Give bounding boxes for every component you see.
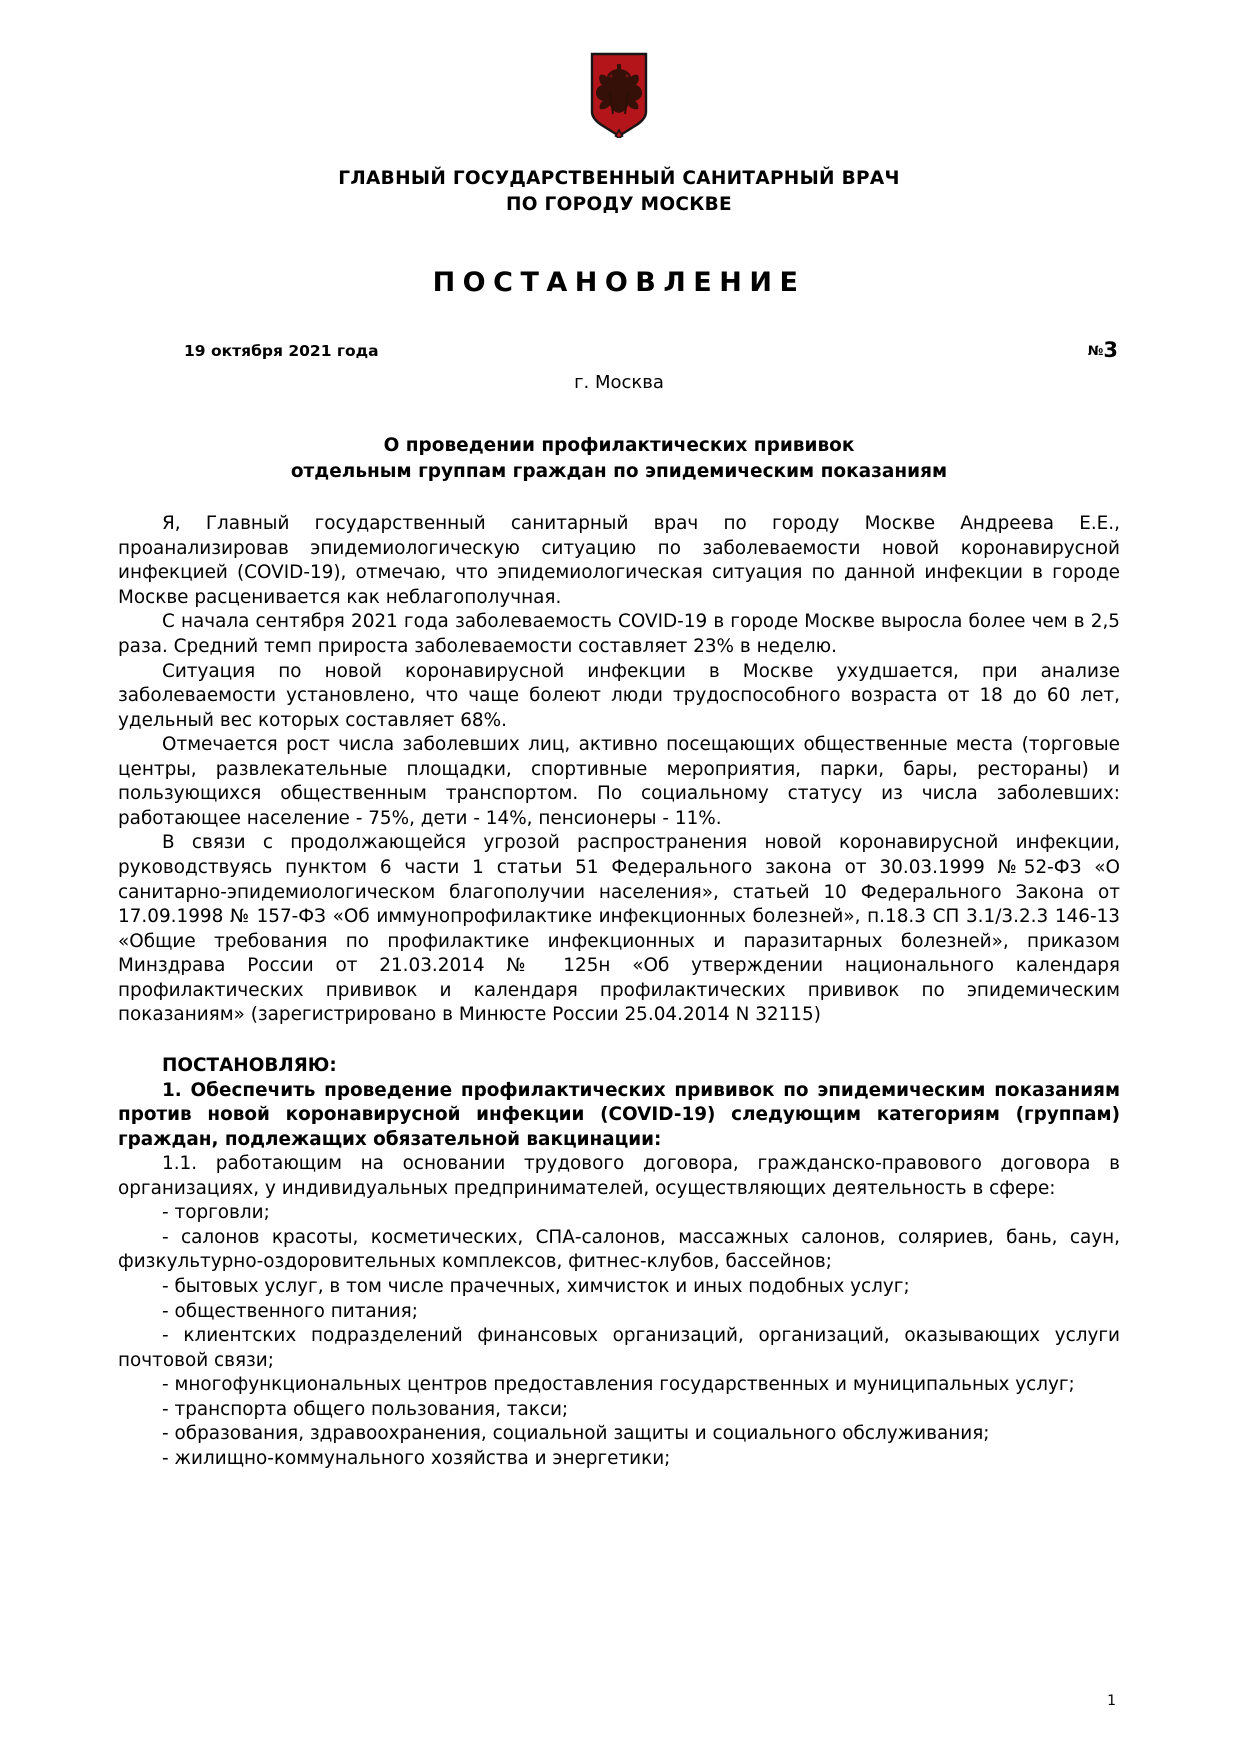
- body-paragraph: С начала сентября 2021 года заболеваемость COVID-19 в городе Москве выросла более чем в 2,5 раза. Средний темп прироста заболеваемости составляет 23% в неделю.: [118, 611, 1120, 657]
- body-paragraph: Отмечается рост числа заболевших лиц, активно посещающих общественные места (торговые центры, развлекательные площадки, спортивные мероприятия, парки, бары, рестораны) и пользующихся общественным транспортом. По социальному статусу из числа заболевших: работающее население - 75%, дети - 14%, пенсионеры - 11%.: [118, 734, 1120, 829]
- document-date: 19 октября 2021 года: [184, 341, 379, 360]
- organization-title: [118, 166, 1120, 219]
- page-number: 1: [1107, 1693, 1116, 1709]
- document-city: г. Москва: [574, 371, 664, 393]
- document-subject-line-2: отдельным группам граждан по эпидемическим показаниям: [290, 461, 948, 483]
- russian-coat-of-arms-icon: [588, 52, 650, 138]
- body-paragraph: В связи с продолжающейся угрозой распространения новой коронавирусной инфекции, руководствуясь пунктом 6 части 1 статьи 51 Федерального закона от 30.03.1999 №52-ФЗ «О санитарно-эпидемиологическом благополучии населения», статьей 10 Федерального Закона от 17.09.1998 № 157-ФЗ «Об иммунопрофилактике инфекционных болезней», п.18.3 СП 3.1/3.2.3 146-13 «Общие требования по профилактике инфекционных и паразитарных болезней», приказом Минздрава России от 21.03.2014 № 125н «Об утверждении национального календаря профилактических прививок и календаря профилактических прививок по эпидемическим показаниям» (зарегистрировано в Минюсте России 25.04.2014 N 32115): [118, 832, 1120, 1026]
- list-item: - салонов красоты, косметических, СПА-салонов, массажных салонов, соляриев, бань, саун, физкультурно-оздоровительных комплексов, фитнес-клубов, бассейнов;: [118, 1226, 1120, 1273]
- list-item: - бытовых услуг, в том числе прачечных, химчисток и иных подобных услуг;: [162, 1276, 910, 1298]
- list-item: - торговли;: [162, 1202, 270, 1224]
- resolve-heading: ПОСТАНОВЛЯЮ:: [162, 1054, 337, 1076]
- body-paragraph: Я, Главный государственный санитарный врач по городу Москве Андреева Е.Е., проанализировав эпидемиологическую ситуацию по заболеваемости новой коронавирусной инфекцией (COVID-19), отмечаю, что эпидемиологическая ситуация по данной инфекции в городе Москве расценивается как неблагополучная.: [118, 513, 1120, 608]
- resolve-item-1-1: 1.1. работающим на основании трудового договора, гражданско-правового договора в организациях, у индивидуальных предпринимателей, осуществляющих деятельность в сфере:: [118, 1153, 1120, 1199]
- document-body: [118, 512, 1120, 1471]
- document-kind-title: ПОСТАНОВЛЕНИЕ: [432, 266, 806, 298]
- number-value: 3: [1103, 337, 1118, 362]
- body-paragraph: Ситуация по новой коронавирусной инфекции в Москве ухудшается, при анализе заболеваемости установлено, что чаще болеют люди трудоспособного возраста от 18 до 60 лет, удельный вес которых составляет 68%.: [118, 660, 1120, 731]
- list-item: - многофункциональных центров предоставления государственных и муниципальных услуг;: [162, 1374, 1075, 1396]
- list-item: - транспорта общего пользования, такси;: [162, 1398, 569, 1420]
- number-symbol: №: [1087, 343, 1104, 359]
- document-subject-line-1: О проведении профилактических прививок: [383, 434, 855, 456]
- list-item: - общественного питания;: [162, 1300, 418, 1322]
- emblem-container: [118, 0, 1120, 138]
- resolve-item-1: 1. Обеспечить проведение профилактических прививок по эпидемическим показаниям против новой коронавирусной инфекции (COVID-19) следующим категориям (группам) граждан, подлежащих обязательной вакцинации:: [118, 1079, 1120, 1150]
- list-item: - жилищно-коммунального хозяйства и энергетики;: [162, 1447, 671, 1469]
- document-subject: [118, 433, 1120, 487]
- document-number: [1088, 338, 1118, 362]
- list-item: - образования, здравоохранения, социальной защиты и социального обслуживания;: [162, 1423, 990, 1445]
- document-content: [118, 0, 1120, 1761]
- body-spacer: [118, 1028, 1120, 1054]
- organization-title-line-1: ГЛАВНЫЙ ГОСУДАРСТВЕННЫЙ САНИТАРНЫЙ ВРАЧ: [338, 168, 900, 189]
- organization-title-line-2: ПО ГОРОДУ МОСКВЕ: [505, 194, 732, 216]
- list-item: - клиентских подразделений финансовых организаций, организаций, оказывающих услуги почтовой связи;: [118, 1325, 1120, 1371]
- document-meta-row: [118, 337, 1120, 368]
